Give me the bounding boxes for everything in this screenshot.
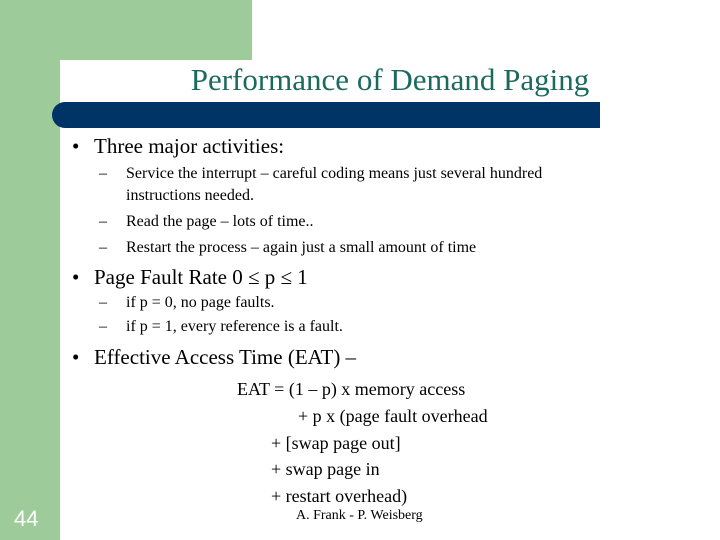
sub-bullet-dash: – xyxy=(99,294,107,311)
sub-bullet-dash: – xyxy=(99,165,107,182)
sub-bullet-dash: – xyxy=(99,213,107,230)
bullet-3 xyxy=(72,345,357,370)
equation-line-3: + [swap page out] xyxy=(271,433,401,453)
sub-bullet-1-1-cont xyxy=(126,187,254,205)
sub-bullet-1-3 xyxy=(99,239,477,257)
page-number: 44 xyxy=(14,506,39,531)
sub-bullet-1-2-text: Read the page – lots of time.. xyxy=(126,213,314,230)
equation-line-1: EAT = (1 – p) x memory access xyxy=(237,379,466,399)
footer-author: A. Frank - P. Weisberg xyxy=(296,508,423,523)
sub-bullet-2-1-text: if p = 0, no page faults. xyxy=(126,294,275,311)
equation-line-2: + p x (page fault overhead xyxy=(298,406,488,426)
bullet-dot: • xyxy=(72,345,80,369)
bullet-dot: • xyxy=(72,265,80,289)
equation-line-4: + swap page in xyxy=(271,459,380,479)
sub-bullet-1-2 xyxy=(99,213,314,231)
bullet-dot: • xyxy=(72,134,80,158)
bullet-2-text: Page Fault Rate 0 ≤ p ≤ 1 xyxy=(94,265,308,289)
sub-bullet-1-1-line1: Service the interrupt – careful coding means just several hundred xyxy=(126,165,543,182)
slide-title: Performance of Demand Paging xyxy=(190,62,590,97)
sub-bullet-1-1 xyxy=(99,165,543,183)
sub-bullet-2-2 xyxy=(99,318,343,336)
sub-bullet-2-2-text: if p = 1, every reference is a fault. xyxy=(126,318,343,335)
bullet-3-text: Effective Access Time (EAT) – xyxy=(94,345,357,369)
bullet-2 xyxy=(72,265,308,290)
title-underline-bar xyxy=(52,102,600,128)
bullet-1-text: Three major activities: xyxy=(94,134,285,158)
bullet-1 xyxy=(72,134,285,159)
sub-bullet-1-1-line2: instructions needed. xyxy=(126,187,254,204)
top-accent-band xyxy=(60,0,252,60)
sub-bullet-2-1 xyxy=(99,294,275,312)
sub-bullet-dash: – xyxy=(99,239,107,256)
equation-line-5: + restart overhead) xyxy=(271,486,408,506)
sub-bullet-dash: – xyxy=(99,318,107,335)
sub-bullet-1-3-text: Restart the process – again just a small amount of time xyxy=(126,239,477,256)
